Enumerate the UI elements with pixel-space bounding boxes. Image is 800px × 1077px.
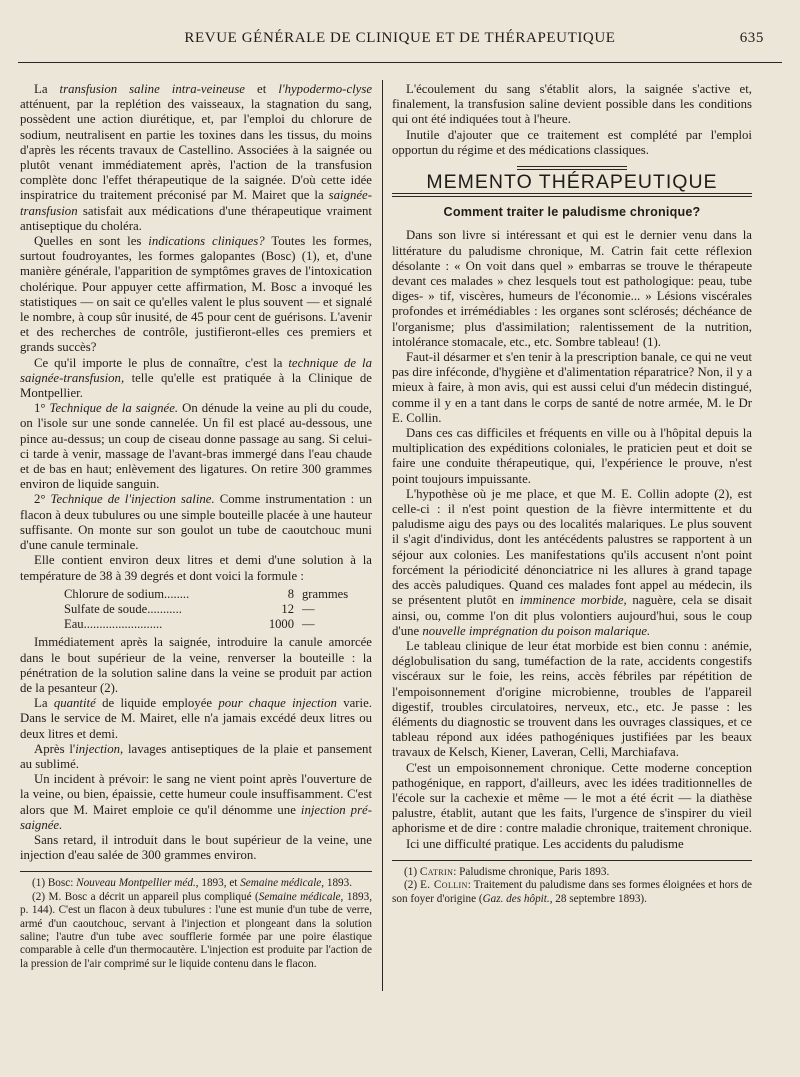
- text-run: Immédiatement après la saignée, introduire la canule amorcée dans le bout supérieur de la veine, renverser la bouteille : la pénétration de la solution saline dans la veine se produit par action de la pesanteur (2).: [20, 635, 372, 695]
- paragraph: [20, 234, 372, 356]
- author-name: E. Collin: [420, 879, 468, 892]
- paragraph: [392, 426, 752, 487]
- section-title: MEMENTO THÉRAPEUTIQUE: [426, 171, 718, 194]
- ingredient-quantity: 8: [287, 586, 294, 601]
- paragraph: [392, 82, 752, 128]
- paragraph: [20, 696, 372, 742]
- ingredient-unit: —: [302, 617, 315, 632]
- paragraph: [20, 401, 372, 492]
- ingredient-name: Eau.........................: [64, 617, 163, 632]
- text-run: , lavages antiseptiques de la plaie et pansement au sublimé.: [20, 741, 372, 771]
- text-run: Après l': [34, 741, 76, 756]
- paragraph: [20, 833, 372, 863]
- header-rule: [18, 62, 782, 63]
- text-run: Comme instrumentation : un flacon à deux tubulures ou une simple bouteille placée à une hauteur suffisante. On monte sur son goulot un tube de caoutchouc muni d'une canule terminale.: [20, 492, 372, 553]
- paragraph: [392, 228, 752, 350]
- text-run: (1) Bosc:: [32, 877, 77, 890]
- page-number: 635: [739, 30, 764, 46]
- text-run: de liquide employée: [95, 696, 219, 711]
- italic-run: Gaz. des hôpit.: [482, 892, 550, 905]
- paragraph: [20, 742, 372, 772]
- footnote: [392, 866, 752, 879]
- ingredient-unit: grammes: [302, 586, 349, 601]
- footnote: [20, 891, 372, 971]
- italic-run: pour chaque injection: [218, 696, 337, 711]
- text-run: Ici une difficulté pratique. Les accidents du paludisme: [406, 836, 684, 851]
- italic-run: injection pré-saignée.: [20, 802, 372, 832]
- italic-run: nouvelle imprégnation du poison malarique.: [422, 623, 651, 638]
- text-run: Dans son livre si intéressant et qui est le dernier venu dans la littérature du paludisme chronique, M. Catrin fait cette réflexion désolante : « On voit dans quel » embarras se trouve le thérapeute devant ces malades » chez lesquels tout est pathologique: peau, tube diges- » tif, viscères, humeurs de l'économie... » Lésions viscérales profondes et irrémédiables : les organes sont sclérosés; déchéance de l'organisme; plus d'assimilation; ralentissement de la nutrition, intolérance stomacale, etc., etc. Sombre tableau! (1).: [392, 228, 752, 349]
- section-header: [392, 166, 752, 197]
- text-run: , 1893, et: [195, 877, 241, 890]
- ingredient-quantity: 12: [281, 601, 294, 616]
- left-column: [20, 82, 372, 971]
- italic-run: injection: [75, 741, 120, 756]
- text-run: , 28 septembre 1893).: [549, 892, 647, 905]
- text-run: Elle contient environ deux litres et demi d'une solution à la température de 38 à 39 degrés et dont voici la formule :: [20, 553, 372, 583]
- text-run: Dans ces cas difficiles et fréquents en ville ou à l'hôpital depuis la multiplication des expéditions coloniales, le praticien peut et doit se faire une conduite thérapeutique, qui, l'expérience le prouve, n'est point toujours impuissante.: [392, 426, 752, 486]
- paragraph: [392, 761, 752, 837]
- text-run: 1°: [34, 401, 50, 416]
- paragraph: [392, 128, 752, 158]
- paragraph: [20, 492, 372, 553]
- text-run: : Traitement du paludisme dans ses formes éloignées et hors de son foyer d'origine (: [392, 879, 753, 905]
- italic-run: Nouveau Montpellier méd.: [76, 877, 196, 890]
- ornament-rule: [517, 166, 627, 170]
- paragraph: [20, 356, 372, 402]
- italic-run: imminence morbide,: [519, 593, 627, 608]
- running-header: [18, 30, 782, 54]
- italic-run: technique de la saignée-transfusion,: [20, 355, 372, 385]
- italic-run: quantité: [53, 696, 96, 711]
- right-column: [392, 82, 752, 906]
- text-run: C'est un empoisonnement chronique. Cette moderne conception pathogénique, en rapport, d'ailleurs, avec les idées traditionnelles de l'école sur la cachexie et même — le mot a été écrit — la diathèse palustre, établit, autant que les faits, l'urgence de s'inspirer du vieil aphorisme et de dire : contre maladie chronique, traitement chronique.: [392, 760, 752, 836]
- ingredient-unit: —: [302, 601, 315, 616]
- italic-run: Technique de l'injection saline.: [50, 492, 215, 507]
- text-run: Sans retard, il introduit dans le bout supérieur de la veine, une injection d'eau salée de 300 grammes environ.: [20, 832, 372, 863]
- text-run: Un incident à prévoir: le sang ne vient point après l'ouverture de la veine, ou bien, épaissie, cette humeur coule insuffisamment. C'est alors que M. Mairet emploie ce qu'il dénomme une: [20, 772, 372, 817]
- author-name: Catrin: [419, 865, 454, 878]
- formula-row: [64, 586, 349, 602]
- text-run: (2) M. Bosc a décrit un appareil plus compliqué (: [32, 890, 259, 903]
- paragraph: [392, 350, 752, 426]
- italic-run: transfusion saline intra-veineuse: [59, 82, 245, 96]
- text-run: naguère, cela se disait ainsi, ou, comme l'on dit plus volontiers aujourd'hui, sous le coup d'une: [392, 593, 753, 638]
- ingredient-name: Sulfate de soude...........: [64, 601, 182, 616]
- paragraph: [392, 639, 752, 761]
- paragraph: [20, 82, 372, 234]
- column-divider: [382, 80, 383, 991]
- paragraph: [20, 635, 372, 696]
- text-run: (1): [404, 865, 420, 878]
- italic-run: saignée-transfusion: [20, 188, 372, 218]
- italic-run: indications cliniques?: [148, 234, 265, 249]
- text-run: Toutes les formes, surtout foudroyantes, les formes galopantes (Bosc) (1), et, d'une manière générale, l'apparition de symptômes graves de l'intoxication cholérique. Pour appuyer cette affirmation, M. Bosc a invoqué les statistiques — on sait ce qu'elles valent le plus souvent — et signalé le nombre, à coup sûr inusité, de 45 pour cent de guérisons. L'avenir et des recherches de contrôle, justifieront-elles ces premiers et grands succès?: [20, 234, 372, 355]
- text-run: varie. Dans le service de M. Mairet, elle n'a jamais excédé deux litres ou deux litres et demi.: [20, 696, 372, 741]
- formula-row: [64, 617, 334, 632]
- text-run: La: [34, 696, 54, 711]
- text-run: Le tableau clinique de leur état morbide est bien connu : anémie, déglobulisation du sang, tuméfaction de la rate, accidents congestifs viscéraux sur le foie, les reins, accès fébriles par répétition de l'empoisonnement d'origine microbienne, troubles de l'appareil digestif, troubles circulatoires, nerveux, etc., etc. Je passe : les éléments du diagnostic se trouvent dans les ouvrages classiques, et ce tableau répond aux idées pathogéniques justifiées par les beaux travaux de Kelsch, Kiener, Laveran, Celli, Marchiafava.: [392, 638, 752, 760]
- text-run: telle qu'elle est pratiquée à la Clinique de Montpellier.: [20, 370, 372, 401]
- text-run: L'hypothèse où je me place, et que M. E. Collin adopte (2), est celle-ci : il n'est point question de la fièvre intermittente et du paludisme aigu des pays ou des localités malariques. Le plus souvent il s'agit d'individus, dont les antécédents palustres se rapportent à un séjour aux colonies. Les manifestations qu'ils accusent n'ont point forcément la périodicité dénonciatrice ni les allures à grand tapage des accès paludiques. Quand ces malades font appel au médecin, ils se présentent plutôt en: [392, 486, 752, 608]
- text-run: L'écoulement du sang s'établit alors, la saignée s'active et, finalement, la transfusion saline devient possible dans les conditions qui ont été indiquées tout à l'heure.: [392, 82, 752, 127]
- text-run: satisfait aux médications d'une thérapeutique vraiment antiseptique du choléra.: [20, 203, 372, 233]
- text-run: La: [34, 82, 60, 96]
- text-run: Ce qu'il importe le plus de connaître, c'est la: [34, 355, 289, 370]
- subheading: Comment traiter le paludisme chronique?: [443, 205, 701, 220]
- text-run: Inutile d'ajouter que ce traitement est complété par l'emploi opportun du régime et des médications classiques.: [392, 127, 752, 157]
- saline-formula: [64, 587, 372, 633]
- paragraph: [392, 487, 752, 639]
- paragraph: [392, 837, 752, 852]
- ingredient-quantity: 1000: [268, 617, 294, 632]
- italic-run: Semaine médicale: [258, 890, 341, 903]
- formula-row: [64, 602, 334, 617]
- paragraph: [20, 553, 372, 583]
- italic-run: Technique de la saignée.: [49, 401, 179, 416]
- text-run: On dénude la veine au pli du coude, on l'isole sur une sonde cannelée. Un fil est placé au-dessous, une pince au-dessus; un coup de ciseau donne passage au sang. Si celui-ci tarde à venir, massage de l'avant-bras immergé dans l'eau chaude et de bas en haut; enlèvement des ligatures. On retire 300 grammes environ de liquide sanguin.: [20, 401, 372, 492]
- footnote-rule: [20, 871, 372, 872]
- text-run: , 1893, p. 144). C'est un flacon à deux tubulures : l'une est munie d'un tube de verre, armé d'un caoutchouc, servant à l'injection et plongeant dans la solution saline; l'autre d'un tube avec soufflerie formée par une poire élastique comparable à celle d'un thermocautère. L'injection est produite par l'action de la pression de l'air comprimé sur le liquide contenu dans le flacon.: [20, 890, 372, 970]
- text-run: 2°: [34, 492, 51, 507]
- footnote-rule: [392, 860, 752, 861]
- italic-run: l'hypodermo-clyse: [278, 82, 373, 96]
- footnote: [20, 877, 372, 890]
- text-run: (2): [404, 879, 421, 892]
- ingredient-name: Chlorure de sodium........: [64, 586, 190, 601]
- text-run: , 1893.: [321, 877, 353, 890]
- text-run: et: [245, 82, 279, 96]
- journal-title: REVUE GÉNÉRALE DE CLINIQUE ET DE THÉRAPEUTIQUE: [184, 30, 616, 46]
- paragraph: [20, 772, 372, 833]
- footnote: [392, 879, 752, 906]
- section-rule: [392, 193, 752, 197]
- text-run: atténuent, par la replétion des vaisseaux, la stagnation du sang, possèdent une action diurétique, et, par l'emploi du chlorure de sodium, neutralisent en partie les toxines dans les tissus, du moins d'après les récents travaux de Castellino. Associées à la saignée ou plutôt venant immédiatement après, l'action de la transfusion complète donc l'effet thérapeutique de la saignée. D'où cette idée inspiratrice du traitement préconisé par M. Mairet que la: [20, 97, 372, 203]
- text-run: : Paludisme chronique, Paris 1893.: [453, 865, 610, 878]
- text-run: Faut-il désarmer et s'en tenir à la prescription banale, ce qui ne veut pas dire inféconde, d'hygiène et d'alimentation réparatrice? Non, il y a mieux à faire, à mon avis, qui est aussi celui d'un médecin distingué, comme il y en a tant dans le corps de santé de notre armée, M. le Dr E. Collin.: [392, 350, 752, 425]
- italic-run: Semaine médicale: [240, 877, 322, 890]
- text-run: Quelles en sont les: [34, 234, 149, 249]
